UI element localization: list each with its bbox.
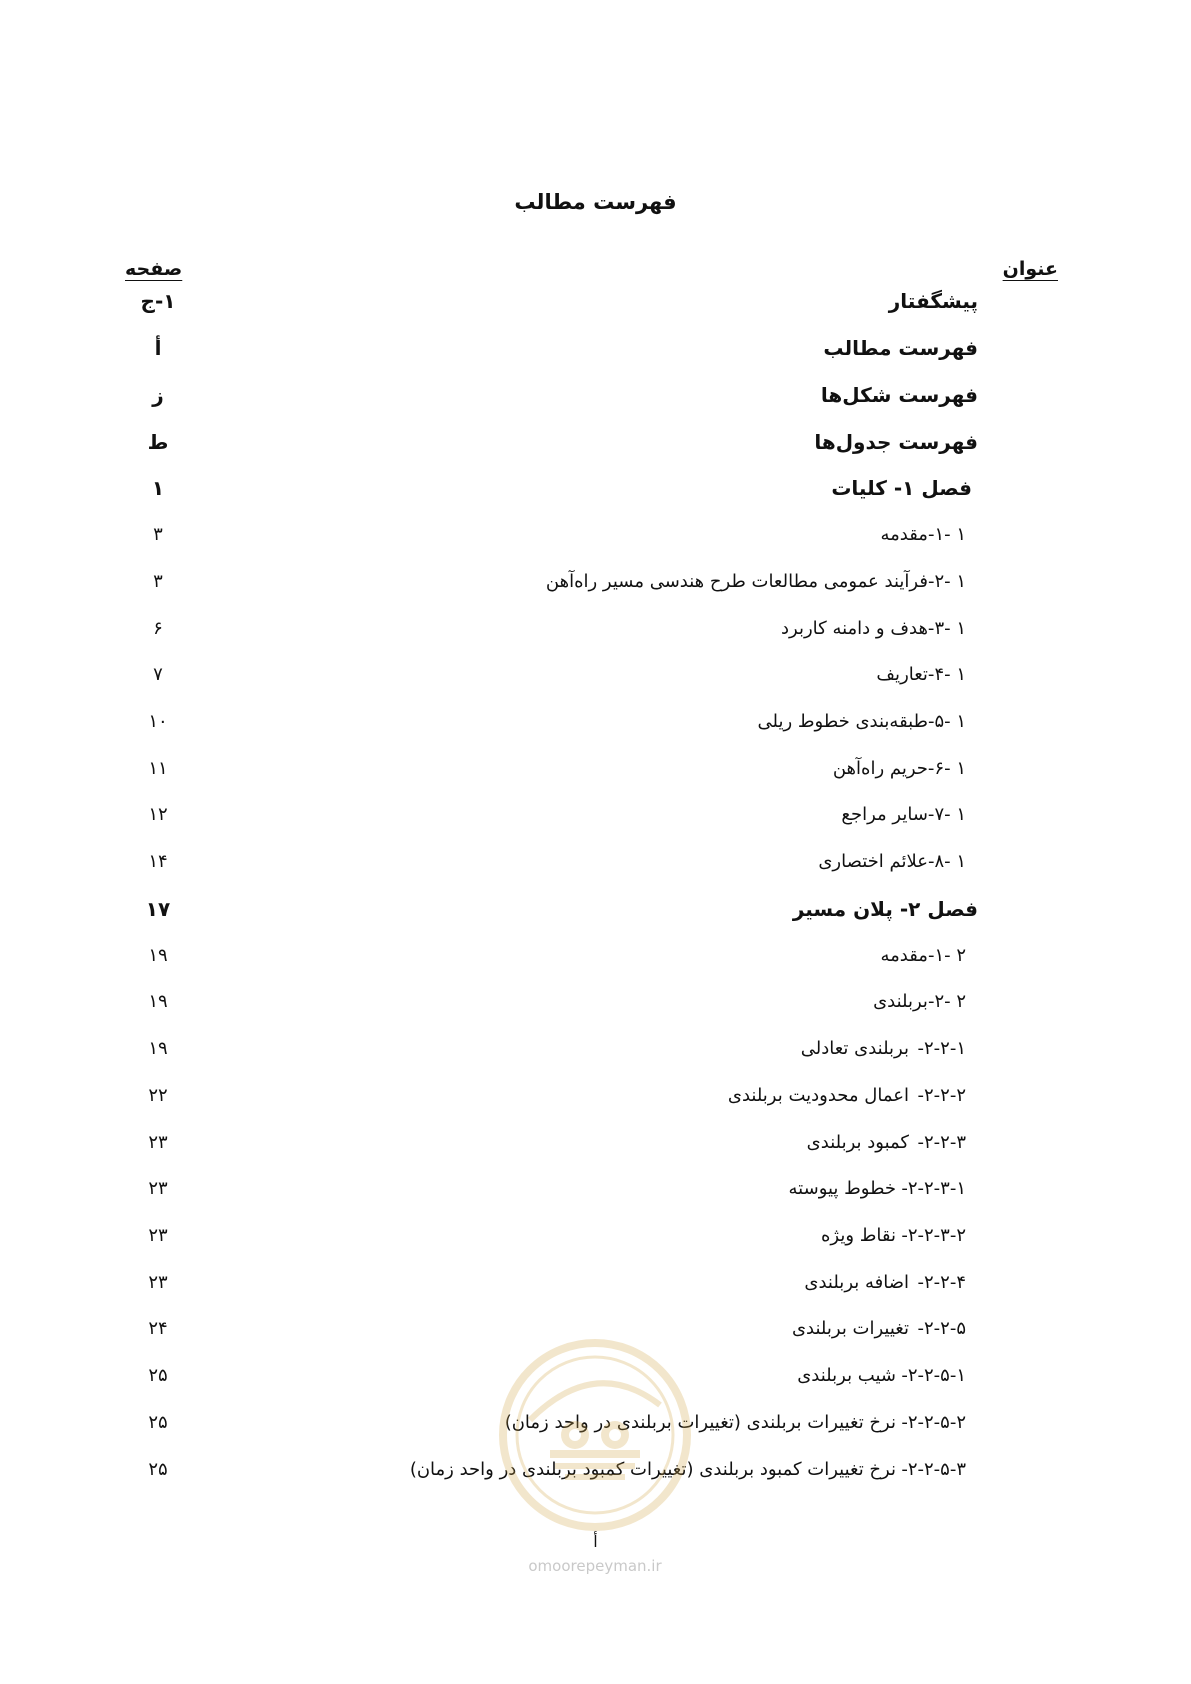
toc-entry-title: شیب بربلندی bbox=[797, 1365, 896, 1386]
toc-entry-number: ۲-۲-۳-۲- bbox=[901, 1225, 966, 1246]
toc-entry-page: ط bbox=[147, 430, 169, 454]
toc-entry-title: فهرست مطالب bbox=[823, 336, 978, 360]
toc-entry-title: ۱ -۶-حریم راه‌آهن bbox=[832, 758, 966, 779]
toc-entry-page: ۱۲ bbox=[148, 804, 168, 825]
toc-entry-number: ۲-۲-۳- bbox=[917, 1132, 966, 1153]
toc-entry-page: ۱۷ bbox=[145, 897, 171, 921]
toc-entry-title: ۱ -۱-مقدمه bbox=[880, 524, 966, 545]
toc-entry-title: کمبود بربلندی bbox=[806, 1132, 909, 1153]
toc-entry-title: اضافه بربلندی bbox=[804, 1272, 909, 1293]
toc-entry-page: ۱۱ bbox=[148, 758, 168, 779]
toc-entry-title: ۱ -۷-سایر مراجع bbox=[841, 804, 966, 825]
toc-entry[interactable] bbox=[0, 333, 1191, 363]
toc-entry-number: ۲-۲-۴- bbox=[917, 1272, 966, 1293]
toc-entry-number: ۲-۲-۵-۳- bbox=[901, 1459, 966, 1480]
toc-entry-title: بربلندی تعادلی bbox=[800, 1038, 909, 1059]
toc-entry[interactable] bbox=[0, 660, 1191, 690]
toc-entry[interactable] bbox=[0, 800, 1191, 830]
toc-entry-page: ۱۹ bbox=[148, 991, 168, 1012]
column-header-page: صفحه bbox=[125, 258, 183, 280]
toc-entry-page: ۲۵ bbox=[148, 1412, 168, 1433]
toc-entry-page: ۲۳ bbox=[148, 1225, 168, 1246]
toc-entry[interactable] bbox=[0, 707, 1191, 737]
toc-entry[interactable] bbox=[0, 1081, 1191, 1111]
toc-chapter[interactable] bbox=[0, 894, 1191, 924]
toc-entry-page: أ bbox=[154, 336, 162, 360]
toc-entry[interactable] bbox=[0, 1174, 1191, 1204]
toc-entry-title: نقاط ویژه bbox=[820, 1225, 896, 1246]
toc-entry-number: ۲-۲-۳-۱- bbox=[901, 1178, 966, 1199]
toc-entry-page: ۷ bbox=[153, 664, 163, 685]
watermark-url: omoorepeyman.ir bbox=[528, 1557, 662, 1575]
toc-entry-title: فصل ۱- کلیات bbox=[831, 476, 972, 500]
toc-entry-title: نرخ تغییرات کمبود بربلندی (تغییرات کمبود بربلندی در واحد زمان) bbox=[409, 1459, 896, 1480]
toc-entry-page: ۲۳ bbox=[148, 1132, 168, 1153]
column-header-title: عنوان bbox=[1002, 258, 1058, 280]
toc-entry-page: ۲۴ bbox=[148, 1318, 168, 1339]
toc-entry-number: ۲-۲-۵-۱- bbox=[901, 1365, 966, 1386]
toc-entry-number: ۲-۲-۵- bbox=[917, 1318, 966, 1339]
toc-entry-title: فهرست جدول‌ها bbox=[814, 430, 978, 454]
toc-entry-title: فهرست شکل‌ها bbox=[820, 383, 978, 407]
toc-entry[interactable] bbox=[0, 567, 1191, 597]
toc-entry-title: ۱ -۸-علائم اختصاری bbox=[818, 851, 966, 872]
toc-entry[interactable] bbox=[0, 941, 1191, 971]
toc-entry-number: ۲-۲-۲- bbox=[917, 1085, 966, 1106]
page-title: فهرست مطالب bbox=[514, 190, 677, 214]
watermark-logo bbox=[495, 1335, 695, 1535]
toc-entry-title: نرخ تغییرات بربلندی (تغییرات بربلندی در واحد زمان) bbox=[504, 1412, 896, 1433]
toc-chapter[interactable] bbox=[0, 473, 1191, 503]
toc-entry[interactable] bbox=[0, 614, 1191, 644]
toc-entry[interactable] bbox=[0, 427, 1191, 457]
toc-entry[interactable] bbox=[0, 1221, 1191, 1251]
toc-entry-title: تغییرات بربلندی bbox=[791, 1318, 909, 1339]
toc-entry-page: ۶ bbox=[153, 618, 163, 639]
toc-entry-title: ۱ -۳-هدف و دامنه کاربرد bbox=[781, 618, 966, 639]
toc-entry-page: ۱۴ bbox=[148, 851, 168, 872]
toc-entry[interactable] bbox=[0, 286, 1191, 316]
toc-entry-page: ۱۹ bbox=[148, 1038, 168, 1059]
toc-entry-title: خطوط پیوسته bbox=[788, 1178, 896, 1199]
toc-entry[interactable] bbox=[0, 754, 1191, 784]
toc-entry-title: پیشگفتار bbox=[888, 289, 978, 313]
toc-entry-page: ۳ bbox=[153, 524, 163, 545]
toc-entry-page: ۱ bbox=[151, 476, 165, 500]
toc-entry-title: ۱ -۲-فرآیند عمومی مطالعات طرح هندسی مسیر راه‌آهن bbox=[545, 571, 966, 592]
toc-entry-page: ۲۵ bbox=[148, 1459, 168, 1480]
toc-entry-page: ۱-ج bbox=[140, 289, 176, 313]
toc-entry-page: ۱۹ bbox=[148, 945, 168, 966]
toc-entry-title: فصل ۲- پلان مسیر bbox=[792, 897, 978, 921]
toc-entry-page: ۱۰ bbox=[148, 711, 168, 732]
toc-entry-page: ۲۳ bbox=[148, 1178, 168, 1199]
toc-entry-page: ۲۲ bbox=[148, 1085, 168, 1106]
toc-entry[interactable] bbox=[0, 380, 1191, 410]
toc-entry-number: ۲-۲-۵-۲- bbox=[901, 1412, 966, 1433]
page-number: أ bbox=[593, 1532, 598, 1551]
toc-entry-page: ۳ bbox=[153, 571, 163, 592]
toc-entry[interactable] bbox=[0, 847, 1191, 877]
toc-entry[interactable] bbox=[0, 987, 1191, 1017]
toc-entry-number: ۲-۲-۱- bbox=[917, 1038, 966, 1059]
toc-entry-title: ۱ -۵-طبقه‌بندی خطوط ریلی bbox=[757, 711, 966, 732]
toc-entry-title: ۲ -۲-بربلندی bbox=[873, 991, 966, 1012]
toc-entry-page: ۲۳ bbox=[148, 1272, 168, 1293]
toc-entry[interactable] bbox=[0, 1128, 1191, 1158]
toc-entry-page: ز bbox=[152, 383, 164, 407]
toc-entry[interactable] bbox=[0, 1268, 1191, 1298]
toc-entry-page: ۲۵ bbox=[148, 1365, 168, 1386]
toc-entry-title: اعمال محدودیت بربلندی bbox=[727, 1085, 909, 1106]
toc-entry[interactable] bbox=[0, 1034, 1191, 1064]
toc-entry[interactable] bbox=[0, 520, 1191, 550]
toc-entry-title: ۱ -۴-تعاریف bbox=[876, 664, 966, 685]
toc-entry-title: ۲ -۱-مقدمه bbox=[880, 945, 966, 966]
